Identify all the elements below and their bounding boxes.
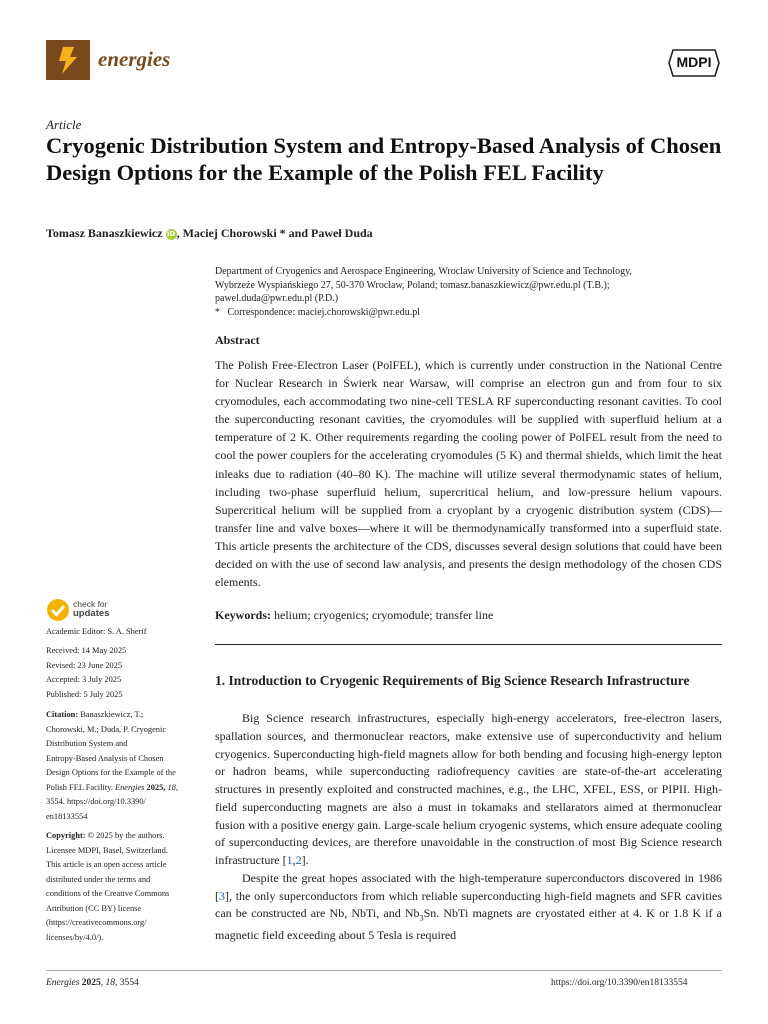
footer-page: , 3554 [115,978,139,988]
citation-link[interactable]: 2 [295,853,302,867]
dates [46,644,201,702]
updates-label: updates [73,608,110,619]
footer-divider [46,970,722,971]
citation-journal: Energies [114,782,145,792]
published-date: Published: 5 July 2025 [46,689,123,699]
section-body [215,710,722,945]
affiliation-line: Department of Cryogenics and Aerospace Engineering, Wroclaw University of Science and Technology, [215,266,632,277]
check-for-updates-icon [46,598,70,622]
affiliation-line: pawel.duda@pwr.edu.pl (P.D.) [215,293,339,304]
copyright-block [46,829,201,945]
footer-citation [46,978,139,988]
citation-text: Distribution System and [46,739,128,748]
divider [215,644,722,645]
citation-year: 2025, [144,782,168,792]
academic-editor: Academic Editor: S. A. Sherif [46,627,147,636]
paragraph-text: ]. [301,853,309,867]
received-date: Received: 14 May 2025 [46,646,127,655]
paragraph-text: Sn. NbTi magnets are cryostated either at 4. K or 1.8 K if a magnetic field exceeding about 5 Tesla is required [215,906,722,943]
abstract-heading: Abstract [215,333,260,347]
affiliation-line: Wybrzeże Wyspiańskiego 27, 50-370 Wrocław, Poland; tomasz.banaszkiewicz@pwr.edu.pl (T.B.); [215,279,610,291]
author-banaszkiewicz[interactable]: Tomasz Banaszkiewicz [46,226,163,240]
citation-text: Entropy-Based Analysis of Chosen [46,753,164,763]
journal-name[interactable]: energies [98,47,171,71]
citation-text: Banaszkiewicz, T.; [78,710,144,719]
journal-logo [46,40,90,80]
citation-text: , [175,782,178,792]
copyright-text: distributed under the terms and [46,874,151,884]
copyright-text: conditions of the Creative Commons [46,889,170,898]
paragraph-text: , [292,853,296,867]
copyright-text: This article is an open access article [46,860,167,869]
author-others[interactable]: , Maciej Chorowski * and Paweł Duda [176,226,373,240]
footer-year: 2025 [79,978,101,988]
check-for-updates-badge[interactable] [46,598,136,622]
paragraph-text: Despite the great hopes associated with the high-temperature superconductors discovered in 1986 [ [215,870,722,903]
citation-block [46,708,201,824]
subscript: 3 [419,913,424,923]
citation-text: Chorowski, M.; Duda, P. Cryogenic [46,724,167,734]
citation-volume: 18 [167,782,176,792]
check-for-label: check for [73,599,108,609]
article-type: Article [46,117,82,132]
copyright-text: Attribution (CC BY) license [46,903,142,913]
abstract-text: The Polish Free-Electron Laser (PolFEL), which is currently under construction in the National Centre for Nuclear Research in Świerk near Warsaw, will comprise an electron gun and from four to six cryomodules, each accommodating two nine-cell TESLA RF superconducting resonant cavities. To cool the superconducting resonant cavities, the cryomodules will be supplied with superfluid helium at a temperature of 2 K. Other requirements regarding the cooling power of PolFEL result from the need to cool the power couplers for the accelerating cryomodules (5 K) and thermal shields, which limit the heat inleaks due to radiation (40–80 K). The machine will utilize several thermodynamic states of helium, including two-phase superfluid helium, supercritical helium, and low-pressure helium vapours. Supercritical helium will be supplied from a cryoplant by a cryogenic distribution system (CDS)—transfer line and valve boxes—where it will be thermodynamically transformed into a superfluid state. This article presents the architecture of the CDS, discusses several design solutions that could have been decided on with the use of second law analysis, and presents the design methodology of the chosen CDS elements. [215,358,722,590]
footer-volume: 18 [105,978,116,988]
citation-link[interactable]: 3 [219,888,225,903]
affiliation [215,265,725,319]
section-title: 1. Introduction to Cryogenic Requirements of Big Science Research Infrastructure [215,673,690,688]
citation-label: Citation: [46,710,79,719]
citation-text: Polish FEL Facility. [46,782,115,792]
orcid-icon[interactable]: iD [166,230,176,238]
footer-text: , [100,978,106,988]
paragraph-text: ], the only superconductors from which reliable superconducting high-field magnets and SFR cavities can be constructed are Nb, NbTi, and Nb [215,888,722,921]
mdpi-logo-text: MDPI [676,54,712,70]
lightning-icon [46,40,90,80]
paragraph-text: Big Science research infrastructures, especially high-energy accelerators, free-electron lasers, spallation sources, and thermonuclear reactors, make extensive use of superconductivity and helium cryogenics. Superconducting high-field magnets allow for both bending and focusing high-energy lepton or hadron beams, while superconducting radiofrequency cavities are state-of-the-art accelerating structures in presently exploited and constructed machines, e.g., the LHC, XFEL, ESS, or PIPII. High-field superconducting magnets are also a must in tokamaks and stellarators aimed at thermonuclear fusion with a positive energy gain. Large-scale helium cryogenic systems, which ensure adequate cooling of superconducting devices, are therefore unavoidable in the construction of most Big Science research infrastructure [ [215,711,722,867]
revised-date: Revised: 23 June 2025 [46,660,123,670]
citation-text: Design Options for the Example of the [46,768,176,777]
accepted-date: Accepted: 3 July 2025 [46,675,122,684]
footer-journal: Energies [46,978,80,988]
citation-doi[interactable]: en18133554 [46,811,88,821]
copyright-label: Copyright: [46,831,86,840]
keywords-list: helium; cryogenics; cryomodule; transfer line [271,608,494,622]
paragraph [215,710,722,870]
footer-doi[interactable]: https://doi.org/10.3390/en18133554 [551,978,688,988]
license-link[interactable]: licenses/by/4.0/). [46,932,104,942]
mdpi-logo[interactable] [667,48,721,78]
correspondence: * Correspondence: maciej.chorowski@pwr.edu.pl [215,306,420,318]
copyright-text: Licensee MDPI, Basel, Switzerland. [46,845,168,855]
author-list [46,226,373,241]
paragraph [215,870,722,945]
citation-doi[interactable]: 3554. https://doi.org/10.3390/ [46,797,146,806]
citation-link[interactable]: 1 [286,853,293,867]
keywords-label: Keywords: [215,608,271,622]
copyright-text: © 2025 by the authors. [85,831,165,840]
keywords [215,608,722,623]
page-title: Cryogenic Distribution System and Entropy-Based Analysis of Chosen Design Options for the Example of the Polish FEL Facility [46,133,722,185]
license-link[interactable]: (https://creativecommons.org/ [46,918,147,927]
